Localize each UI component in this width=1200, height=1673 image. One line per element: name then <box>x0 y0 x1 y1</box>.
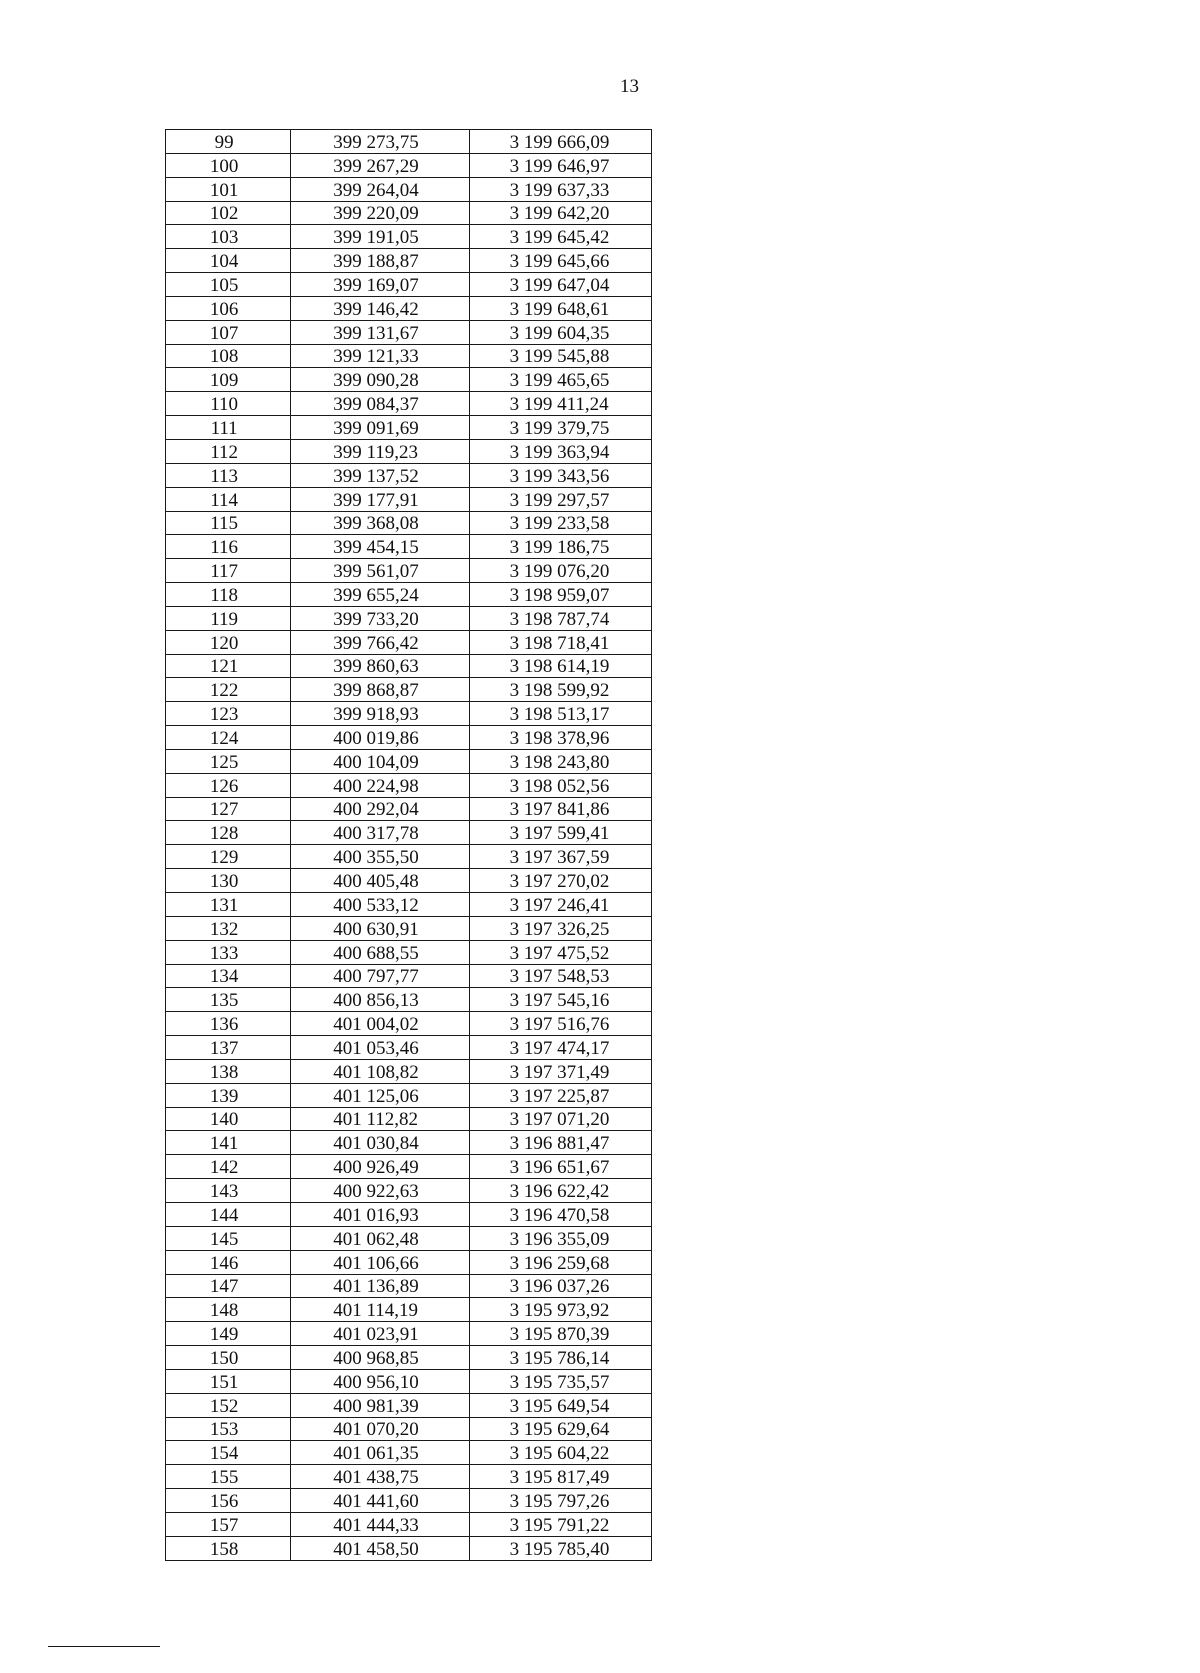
point-number-cell: 146 <box>166 1250 291 1274</box>
x-coordinate-cell: 401 444,33 <box>291 1512 469 1536</box>
point-number-cell: 147 <box>166 1274 291 1298</box>
x-coordinate-cell: 399 561,07 <box>291 559 469 583</box>
x-coordinate-cell: 401 053,46 <box>291 1036 469 1060</box>
point-number-cell: 137 <box>166 1036 291 1060</box>
x-coordinate-cell: 399 137,52 <box>291 463 469 487</box>
x-coordinate-cell: 401 030,84 <box>291 1131 469 1155</box>
x-coordinate-cell: 399 084,37 <box>291 392 469 416</box>
point-number-cell: 113 <box>166 463 291 487</box>
x-coordinate-cell: 399 146,42 <box>291 296 469 320</box>
table-row <box>166 1322 652 1346</box>
x-coordinate-cell: 400 224,98 <box>291 773 469 797</box>
y-coordinate-cell: 3 197 841,86 <box>469 797 651 821</box>
point-number-cell: 120 <box>166 630 291 654</box>
y-coordinate-cell: 3 195 791,22 <box>469 1512 651 1536</box>
y-coordinate-cell: 3 199 646,97 <box>469 153 651 177</box>
x-coordinate-cell: 401 023,91 <box>291 1322 469 1346</box>
y-coordinate-cell: 3 199 363,94 <box>469 439 651 463</box>
y-coordinate-cell: 3 198 718,41 <box>469 630 651 654</box>
point-number-cell: 108 <box>166 344 291 368</box>
y-coordinate-cell: 3 195 973,92 <box>469 1298 651 1322</box>
table-row <box>166 1179 652 1203</box>
point-number-cell: 129 <box>166 845 291 869</box>
x-coordinate-cell: 401 106,66 <box>291 1250 469 1274</box>
table-row <box>166 1083 652 1107</box>
point-number-cell: 102 <box>166 201 291 225</box>
y-coordinate-cell: 3 196 470,58 <box>469 1202 651 1226</box>
table-row <box>166 249 652 273</box>
y-coordinate-cell: 3 199 545,88 <box>469 344 651 368</box>
y-coordinate-cell: 3 196 651,67 <box>469 1155 651 1179</box>
x-coordinate-cell: 399 091,69 <box>291 416 469 440</box>
x-coordinate-cell: 399 220,09 <box>291 201 469 225</box>
y-coordinate-cell: 3 197 367,59 <box>469 845 651 869</box>
table-row <box>166 225 652 249</box>
x-coordinate-cell: 401 112,82 <box>291 1107 469 1131</box>
table-row <box>166 1155 652 1179</box>
point-number-cell: 127 <box>166 797 291 821</box>
y-coordinate-cell: 3 197 246,41 <box>469 893 651 917</box>
y-coordinate-cell: 3 198 243,80 <box>469 749 651 773</box>
x-coordinate-cell: 401 136,89 <box>291 1274 469 1298</box>
table-row <box>166 1417 652 1441</box>
point-number-cell: 121 <box>166 654 291 678</box>
y-coordinate-cell: 3 196 355,09 <box>469 1226 651 1250</box>
y-coordinate-cell: 3 199 076,20 <box>469 559 651 583</box>
table-row <box>166 1489 652 1513</box>
footnote-separator <box>48 1646 160 1647</box>
table-row <box>166 296 652 320</box>
point-number-cell: 140 <box>166 1107 291 1131</box>
point-number-cell: 116 <box>166 535 291 559</box>
point-number-cell: 141 <box>166 1131 291 1155</box>
point-number-cell: 155 <box>166 1465 291 1489</box>
y-coordinate-cell: 3 199 666,09 <box>469 130 651 154</box>
point-number-cell: 136 <box>166 1012 291 1036</box>
y-coordinate-cell: 3 199 648,61 <box>469 296 651 320</box>
y-coordinate-cell: 3 197 371,49 <box>469 1059 651 1083</box>
point-number-cell: 99 <box>166 130 291 154</box>
point-number-cell: 153 <box>166 1417 291 1441</box>
y-coordinate-cell: 3 199 343,56 <box>469 463 651 487</box>
point-number-cell: 139 <box>166 1083 291 1107</box>
table-row <box>166 916 652 940</box>
point-number-cell: 133 <box>166 940 291 964</box>
table-row <box>166 535 652 559</box>
table-row <box>166 654 652 678</box>
y-coordinate-cell: 3 199 647,04 <box>469 273 651 297</box>
point-number-cell: 148 <box>166 1298 291 1322</box>
y-coordinate-cell: 3 195 604,22 <box>469 1441 651 1465</box>
y-coordinate-cell: 3 199 465,65 <box>469 368 651 392</box>
point-number-cell: 158 <box>166 1536 291 1560</box>
x-coordinate-cell: 400 968,85 <box>291 1346 469 1370</box>
y-coordinate-cell: 3 195 870,39 <box>469 1322 651 1346</box>
x-coordinate-cell: 399 860,63 <box>291 654 469 678</box>
y-coordinate-cell: 3 199 297,57 <box>469 487 651 511</box>
y-coordinate-cell: 3 196 037,26 <box>469 1274 651 1298</box>
x-coordinate-cell: 400 533,12 <box>291 893 469 917</box>
point-number-cell: 151 <box>166 1369 291 1393</box>
point-number-cell: 135 <box>166 988 291 1012</box>
coordinates-table-body <box>166 130 652 1561</box>
y-coordinate-cell: 3 196 622,42 <box>469 1179 651 1203</box>
x-coordinate-cell: 400 926,49 <box>291 1155 469 1179</box>
table-row <box>166 1036 652 1060</box>
table-row <box>166 749 652 773</box>
table-row <box>166 1131 652 1155</box>
point-number-cell: 154 <box>166 1441 291 1465</box>
y-coordinate-cell: 3 199 645,42 <box>469 225 651 249</box>
x-coordinate-cell: 400 856,13 <box>291 988 469 1012</box>
table-row <box>166 1441 652 1465</box>
table-row <box>166 1250 652 1274</box>
x-coordinate-cell: 401 125,06 <box>291 1083 469 1107</box>
x-coordinate-cell: 400 104,09 <box>291 749 469 773</box>
point-number-cell: 101 <box>166 177 291 201</box>
point-number-cell: 114 <box>166 487 291 511</box>
point-number-cell: 128 <box>166 821 291 845</box>
table-row <box>166 1346 652 1370</box>
x-coordinate-cell: 399 655,24 <box>291 583 469 607</box>
point-number-cell: 150 <box>166 1346 291 1370</box>
table-row <box>166 1512 652 1536</box>
y-coordinate-cell: 3 198 614,19 <box>469 654 651 678</box>
y-coordinate-cell: 3 197 548,53 <box>469 964 651 988</box>
x-coordinate-cell: 400 317,78 <box>291 821 469 845</box>
table-row <box>166 797 652 821</box>
x-coordinate-cell: 399 169,07 <box>291 273 469 297</box>
point-number-cell: 115 <box>166 511 291 535</box>
table-row <box>166 1202 652 1226</box>
x-coordinate-cell: 400 688,55 <box>291 940 469 964</box>
y-coordinate-cell: 3 198 599,92 <box>469 678 651 702</box>
table-row <box>166 606 652 630</box>
table-row <box>166 869 652 893</box>
point-number-cell: 126 <box>166 773 291 797</box>
x-coordinate-cell: 399 191,05 <box>291 225 469 249</box>
point-number-cell: 117 <box>166 559 291 583</box>
x-coordinate-cell: 401 061,35 <box>291 1441 469 1465</box>
table-row <box>166 463 652 487</box>
point-number-cell: 152 <box>166 1393 291 1417</box>
point-number-cell: 156 <box>166 1489 291 1513</box>
x-coordinate-cell: 401 441,60 <box>291 1489 469 1513</box>
y-coordinate-cell: 3 197 545,16 <box>469 988 651 1012</box>
x-coordinate-cell: 399 264,04 <box>291 177 469 201</box>
x-coordinate-cell: 399 119,23 <box>291 439 469 463</box>
y-coordinate-cell: 3 198 513,17 <box>469 702 651 726</box>
x-coordinate-cell: 399 090,28 <box>291 368 469 392</box>
y-coordinate-cell: 3 198 787,74 <box>469 606 651 630</box>
y-coordinate-cell: 3 195 735,57 <box>469 1369 651 1393</box>
table-row <box>166 344 652 368</box>
point-number-cell: 106 <box>166 296 291 320</box>
table-row <box>166 1107 652 1131</box>
x-coordinate-cell: 401 004,02 <box>291 1012 469 1036</box>
x-coordinate-cell: 399 868,87 <box>291 678 469 702</box>
table-row <box>166 130 652 154</box>
y-coordinate-cell: 3 199 637,33 <box>469 177 651 201</box>
table-row <box>166 392 652 416</box>
table-row <box>166 702 652 726</box>
point-number-cell: 124 <box>166 726 291 750</box>
y-coordinate-cell: 3 197 270,02 <box>469 869 651 893</box>
point-number-cell: 123 <box>166 702 291 726</box>
y-coordinate-cell: 3 199 233,58 <box>469 511 651 535</box>
table-row <box>166 1012 652 1036</box>
point-number-cell: 144 <box>166 1202 291 1226</box>
x-coordinate-cell: 400 405,48 <box>291 869 469 893</box>
y-coordinate-cell: 3 197 225,87 <box>469 1083 651 1107</box>
x-coordinate-cell: 401 070,20 <box>291 1417 469 1441</box>
x-coordinate-cell: 401 016,93 <box>291 1202 469 1226</box>
table-row <box>166 893 652 917</box>
x-coordinate-cell: 399 918,93 <box>291 702 469 726</box>
table-row <box>166 583 652 607</box>
table-row <box>166 773 652 797</box>
y-coordinate-cell: 3 199 642,20 <box>469 201 651 225</box>
table-row <box>166 439 652 463</box>
coordinates-table <box>165 129 652 1561</box>
table-row <box>166 559 652 583</box>
point-number-cell: 130 <box>166 869 291 893</box>
table-row <box>166 821 652 845</box>
point-number-cell: 112 <box>166 439 291 463</box>
y-coordinate-cell: 3 196 259,68 <box>469 1250 651 1274</box>
y-coordinate-cell: 3 199 186,75 <box>469 535 651 559</box>
x-coordinate-cell: 401 108,82 <box>291 1059 469 1083</box>
x-coordinate-cell: 399 733,20 <box>291 606 469 630</box>
table-row <box>166 273 652 297</box>
table-row <box>166 630 652 654</box>
point-number-cell: 109 <box>166 368 291 392</box>
table-row <box>166 1393 652 1417</box>
x-coordinate-cell: 401 114,19 <box>291 1298 469 1322</box>
table-row <box>166 177 652 201</box>
table-row <box>166 1465 652 1489</box>
x-coordinate-cell: 399 454,15 <box>291 535 469 559</box>
y-coordinate-cell: 3 197 326,25 <box>469 916 651 940</box>
y-coordinate-cell: 3 197 599,41 <box>469 821 651 845</box>
y-coordinate-cell: 3 198 378,96 <box>469 726 651 750</box>
x-coordinate-cell: 399 368,08 <box>291 511 469 535</box>
point-number-cell: 105 <box>166 273 291 297</box>
x-coordinate-cell: 400 797,77 <box>291 964 469 988</box>
x-coordinate-cell: 401 438,75 <box>291 1465 469 1489</box>
point-number-cell: 149 <box>166 1322 291 1346</box>
point-number-cell: 100 <box>166 153 291 177</box>
point-number-cell: 104 <box>166 249 291 273</box>
point-number-cell: 134 <box>166 964 291 988</box>
y-coordinate-cell: 3 195 629,64 <box>469 1417 651 1441</box>
point-number-cell: 110 <box>166 392 291 416</box>
page-number: 13 <box>620 76 639 97</box>
point-number-cell: 111 <box>166 416 291 440</box>
y-coordinate-cell: 3 199 411,24 <box>469 392 651 416</box>
point-number-cell: 125 <box>166 749 291 773</box>
table-row <box>166 1059 652 1083</box>
x-coordinate-cell: 399 131,67 <box>291 320 469 344</box>
table-row <box>166 201 652 225</box>
x-coordinate-cell: 400 630,91 <box>291 916 469 940</box>
table-row <box>166 1536 652 1560</box>
table-row <box>166 845 652 869</box>
table-row <box>166 1274 652 1298</box>
table-row <box>166 964 652 988</box>
point-number-cell: 157 <box>166 1512 291 1536</box>
y-coordinate-cell: 3 195 817,49 <box>469 1465 651 1489</box>
y-coordinate-cell: 3 197 071,20 <box>469 1107 651 1131</box>
x-coordinate-cell: 400 292,04 <box>291 797 469 821</box>
y-coordinate-cell: 3 195 649,54 <box>469 1393 651 1417</box>
x-coordinate-cell: 401 458,50 <box>291 1536 469 1560</box>
table-row <box>166 988 652 1012</box>
x-coordinate-cell: 399 267,29 <box>291 153 469 177</box>
y-coordinate-cell: 3 195 797,26 <box>469 1489 651 1513</box>
x-coordinate-cell: 400 981,39 <box>291 1393 469 1417</box>
table-row <box>166 726 652 750</box>
table-row <box>166 678 652 702</box>
x-coordinate-cell: 399 177,91 <box>291 487 469 511</box>
point-number-cell: 131 <box>166 893 291 917</box>
x-coordinate-cell: 401 062,48 <box>291 1226 469 1250</box>
y-coordinate-cell: 3 199 645,66 <box>469 249 651 273</box>
x-coordinate-cell: 399 188,87 <box>291 249 469 273</box>
point-number-cell: 143 <box>166 1179 291 1203</box>
table-row <box>166 487 652 511</box>
y-coordinate-cell: 3 199 604,35 <box>469 320 651 344</box>
y-coordinate-cell: 3 195 785,40 <box>469 1536 651 1560</box>
table-row <box>166 1298 652 1322</box>
point-number-cell: 132 <box>166 916 291 940</box>
point-number-cell: 145 <box>166 1226 291 1250</box>
y-coordinate-cell: 3 199 379,75 <box>469 416 651 440</box>
x-coordinate-cell: 399 766,42 <box>291 630 469 654</box>
y-coordinate-cell: 3 198 959,07 <box>469 583 651 607</box>
y-coordinate-cell: 3 197 474,17 <box>469 1036 651 1060</box>
point-number-cell: 118 <box>166 583 291 607</box>
point-number-cell: 142 <box>166 1155 291 1179</box>
y-coordinate-cell: 3 198 052,56 <box>469 773 651 797</box>
table-row <box>166 320 652 344</box>
point-number-cell: 103 <box>166 225 291 249</box>
table-row <box>166 511 652 535</box>
point-number-cell: 122 <box>166 678 291 702</box>
table-row <box>166 368 652 392</box>
x-coordinate-cell: 400 956,10 <box>291 1369 469 1393</box>
table-row <box>166 1226 652 1250</box>
x-coordinate-cell: 399 273,75 <box>291 130 469 154</box>
x-coordinate-cell: 400 922,63 <box>291 1179 469 1203</box>
point-number-cell: 107 <box>166 320 291 344</box>
y-coordinate-cell: 3 196 881,47 <box>469 1131 651 1155</box>
point-number-cell: 138 <box>166 1059 291 1083</box>
x-coordinate-cell: 400 019,86 <box>291 726 469 750</box>
table-row <box>166 153 652 177</box>
x-coordinate-cell: 400 355,50 <box>291 845 469 869</box>
table-row <box>166 1369 652 1393</box>
table-row <box>166 416 652 440</box>
table-row <box>166 940 652 964</box>
point-number-cell: 119 <box>166 606 291 630</box>
y-coordinate-cell: 3 195 786,14 <box>469 1346 651 1370</box>
x-coordinate-cell: 399 121,33 <box>291 344 469 368</box>
y-coordinate-cell: 3 197 475,52 <box>469 940 651 964</box>
y-coordinate-cell: 3 197 516,76 <box>469 1012 651 1036</box>
